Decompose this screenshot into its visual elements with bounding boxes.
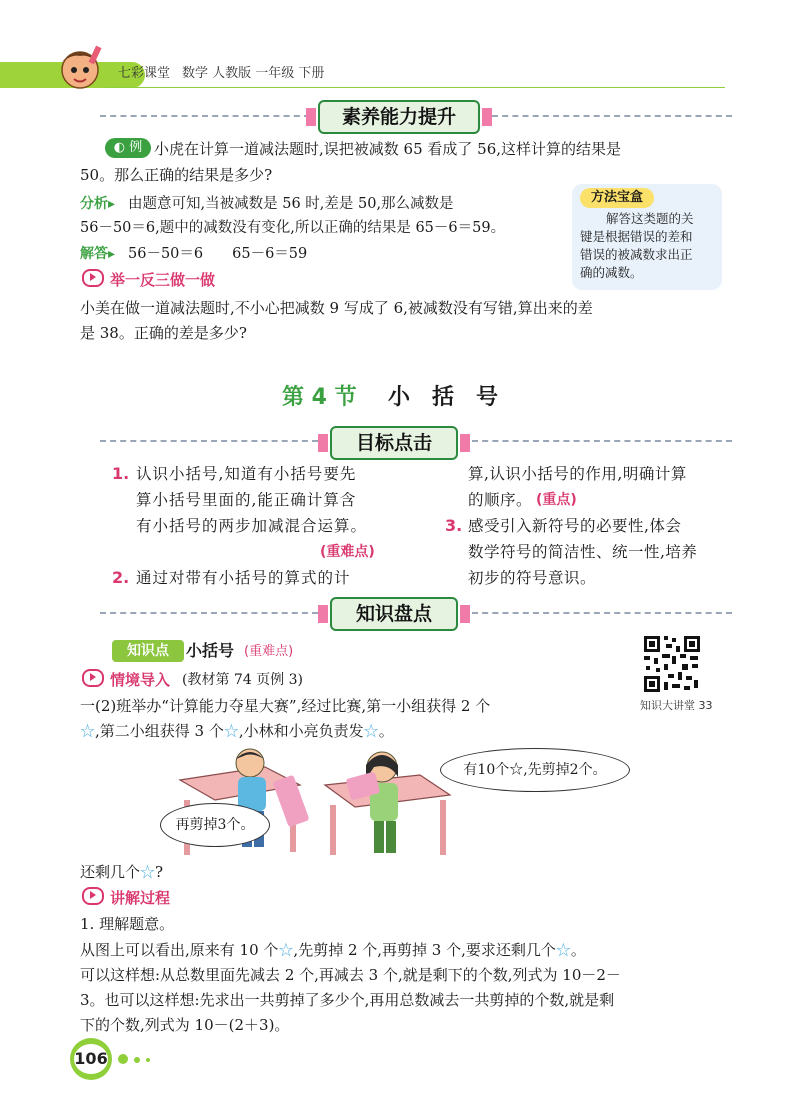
- analysis-text: 56－50＝6,题中的减数没有变化,所以正确的结果是 65－6＝59。: [80, 220, 506, 236]
- goal-tag: (重难点): [320, 544, 375, 560]
- goal-text: 数学符号的简洁性、统一性,培养: [468, 543, 698, 561]
- knowledge-point-level: (重难点): [244, 644, 294, 659]
- divider: [472, 612, 732, 614]
- practice-text: 是 38。正确的差是多少?: [80, 324, 247, 342]
- intro-text: [80, 719, 394, 743]
- method-tip-line: 错误的被减数求出正: [580, 247, 693, 262]
- example-tag: ◐ 例: [105, 138, 151, 158]
- practice-title-label: 举一反三做一做: [110, 271, 216, 289]
- intro-text-part: 。: [378, 722, 394, 740]
- body-text: 3。也可以这样想:先求出一共剪掉了多少个,再用总数减去一共剪掉的个数,就是剩: [80, 991, 615, 1009]
- divider: [492, 115, 732, 117]
- method-tip-box: [572, 184, 722, 290]
- goal-text: 算,认识小括号的作用,明确计算: [468, 465, 687, 483]
- question-text-part: ?: [155, 863, 164, 881]
- star-icon: ☆: [363, 722, 379, 740]
- body-text: 下的个数,列式为 10－(2＋3)。: [80, 1016, 290, 1034]
- analysis-text: 由题意可知,当被减数是 56 时,差是 50,那么减数是: [128, 196, 454, 212]
- question-text-part: 还剩几个: [80, 863, 141, 881]
- star-icon: ☆: [223, 722, 239, 740]
- section-banner-literacy: 素养能力提升: [318, 100, 480, 134]
- goal-number: 3.: [445, 516, 463, 535]
- practice-title: [82, 268, 215, 292]
- header-subject-info: 数学 人教版 一年级 下册: [182, 66, 325, 81]
- intro-text: 一(2)班举办“计算能力夺星大赛”,经过比赛,第一小组获得 2 个: [80, 697, 491, 715]
- body-text-part: 。: [570, 941, 586, 959]
- dot-decoration: [134, 1057, 140, 1063]
- goal-text: 通过对带有小括号的算式的计: [136, 569, 351, 587]
- body-text-part: ,先剪掉 2 个,再剪掉 3 个,要求还剩几个: [293, 941, 556, 959]
- intro-text-part: ,第二小组获得 3 个: [95, 722, 224, 740]
- arrow-icon: [82, 887, 104, 905]
- intro-text-part: ,小林和小亮负责发: [238, 722, 364, 740]
- explain-title-label: 讲解过程: [110, 889, 171, 907]
- speech-bubble-left: 再剪掉3个。: [160, 803, 270, 847]
- goal-text: 的顺序。: [468, 491, 533, 509]
- section-banner-knowledge: 知识盘点: [330, 597, 458, 631]
- star-icon: ☆: [555, 941, 571, 959]
- section-banner-goals: 目标点击: [330, 426, 458, 460]
- knowledge-point-title: 小括号: [186, 641, 235, 660]
- divider: [472, 440, 732, 442]
- header-divider: [105, 87, 725, 88]
- intro-ref: (教材第 74 页例 3): [182, 672, 303, 688]
- chapter-title: 小 括 号: [388, 385, 499, 410]
- arrow-icon: [82, 669, 104, 687]
- star-icon: ☆: [80, 722, 96, 740]
- question-text: [80, 860, 163, 884]
- method-tip-line: 键是根据错误的差和: [580, 229, 693, 244]
- method-tip-line: 确的减数。: [580, 265, 643, 280]
- header-series: 七彩课堂: [118, 66, 171, 81]
- example-text: 小虎在计算一道减法题时,误把被减数 65 看成了 56,这样计算的结果是: [154, 140, 622, 158]
- body-text: 可以这样想:从总数里面先减去 2 个,再减去 3 个,就是剩下的个数,列式为 10－2－: [80, 966, 621, 984]
- goal-text: 感受引入新符号的必要性,体会: [468, 517, 682, 535]
- qr-caption: 知识大讲堂 33: [640, 699, 713, 712]
- arrow-icon: [82, 269, 104, 287]
- analysis-tag: 分析▸: [80, 196, 116, 212]
- qr-code[interactable]: [642, 634, 702, 694]
- method-tip-line: 解答这类题的关: [606, 211, 694, 226]
- section-number: 第 4 节: [282, 385, 357, 410]
- goal-text: 初步的符号意识。: [468, 569, 597, 587]
- divider: [100, 115, 310, 117]
- knowledge-point-tag: 知识点: [112, 640, 184, 662]
- body-text: [80, 938, 586, 962]
- dot-decoration: [118, 1054, 128, 1064]
- answer-text: 56－50＝6 65－6＝59: [128, 246, 308, 262]
- goal-text: 算小括号里面的,能正确计算含: [136, 491, 357, 509]
- goal-number: 1.: [112, 464, 130, 483]
- goal-text: 有小括号的两步加减混合运算。: [136, 517, 368, 535]
- explain-title: [82, 886, 170, 910]
- step-title: 1. 理解题意。: [80, 915, 175, 933]
- intro-title-label: 情境导入: [110, 671, 171, 689]
- practice-text: 小美在做一道减法题时,不小心把减数 9 写成了 6,被减数没有写错,算出来的差: [80, 299, 593, 317]
- body-text-part: 从图上可以看出,原来有 10 个: [80, 941, 279, 959]
- answer-tag: 解答▸: [80, 246, 116, 262]
- example-tag-label: 例: [129, 140, 143, 155]
- divider: [100, 612, 318, 614]
- goal-tag: (重点): [536, 492, 577, 508]
- goal-number: 2.: [112, 568, 130, 587]
- page-number: 106: [74, 1044, 108, 1074]
- dot-decoration: [146, 1058, 150, 1062]
- mascot-icon: [52, 40, 108, 96]
- star-icon: ☆: [140, 863, 156, 881]
- page-number-badge: [70, 1038, 112, 1080]
- intro-title: [82, 668, 170, 692]
- star-icon: ☆: [278, 941, 294, 959]
- method-tip-title: 方法宝盒: [580, 188, 654, 208]
- divider: [100, 440, 318, 442]
- speech-bubble-right: 有10个☆,先剪掉2个。: [440, 748, 630, 792]
- goal-text: 认识小括号,知道有小括号要先: [136, 465, 357, 483]
- example-text: 50。那么正确的结果是多少?: [80, 166, 273, 184]
